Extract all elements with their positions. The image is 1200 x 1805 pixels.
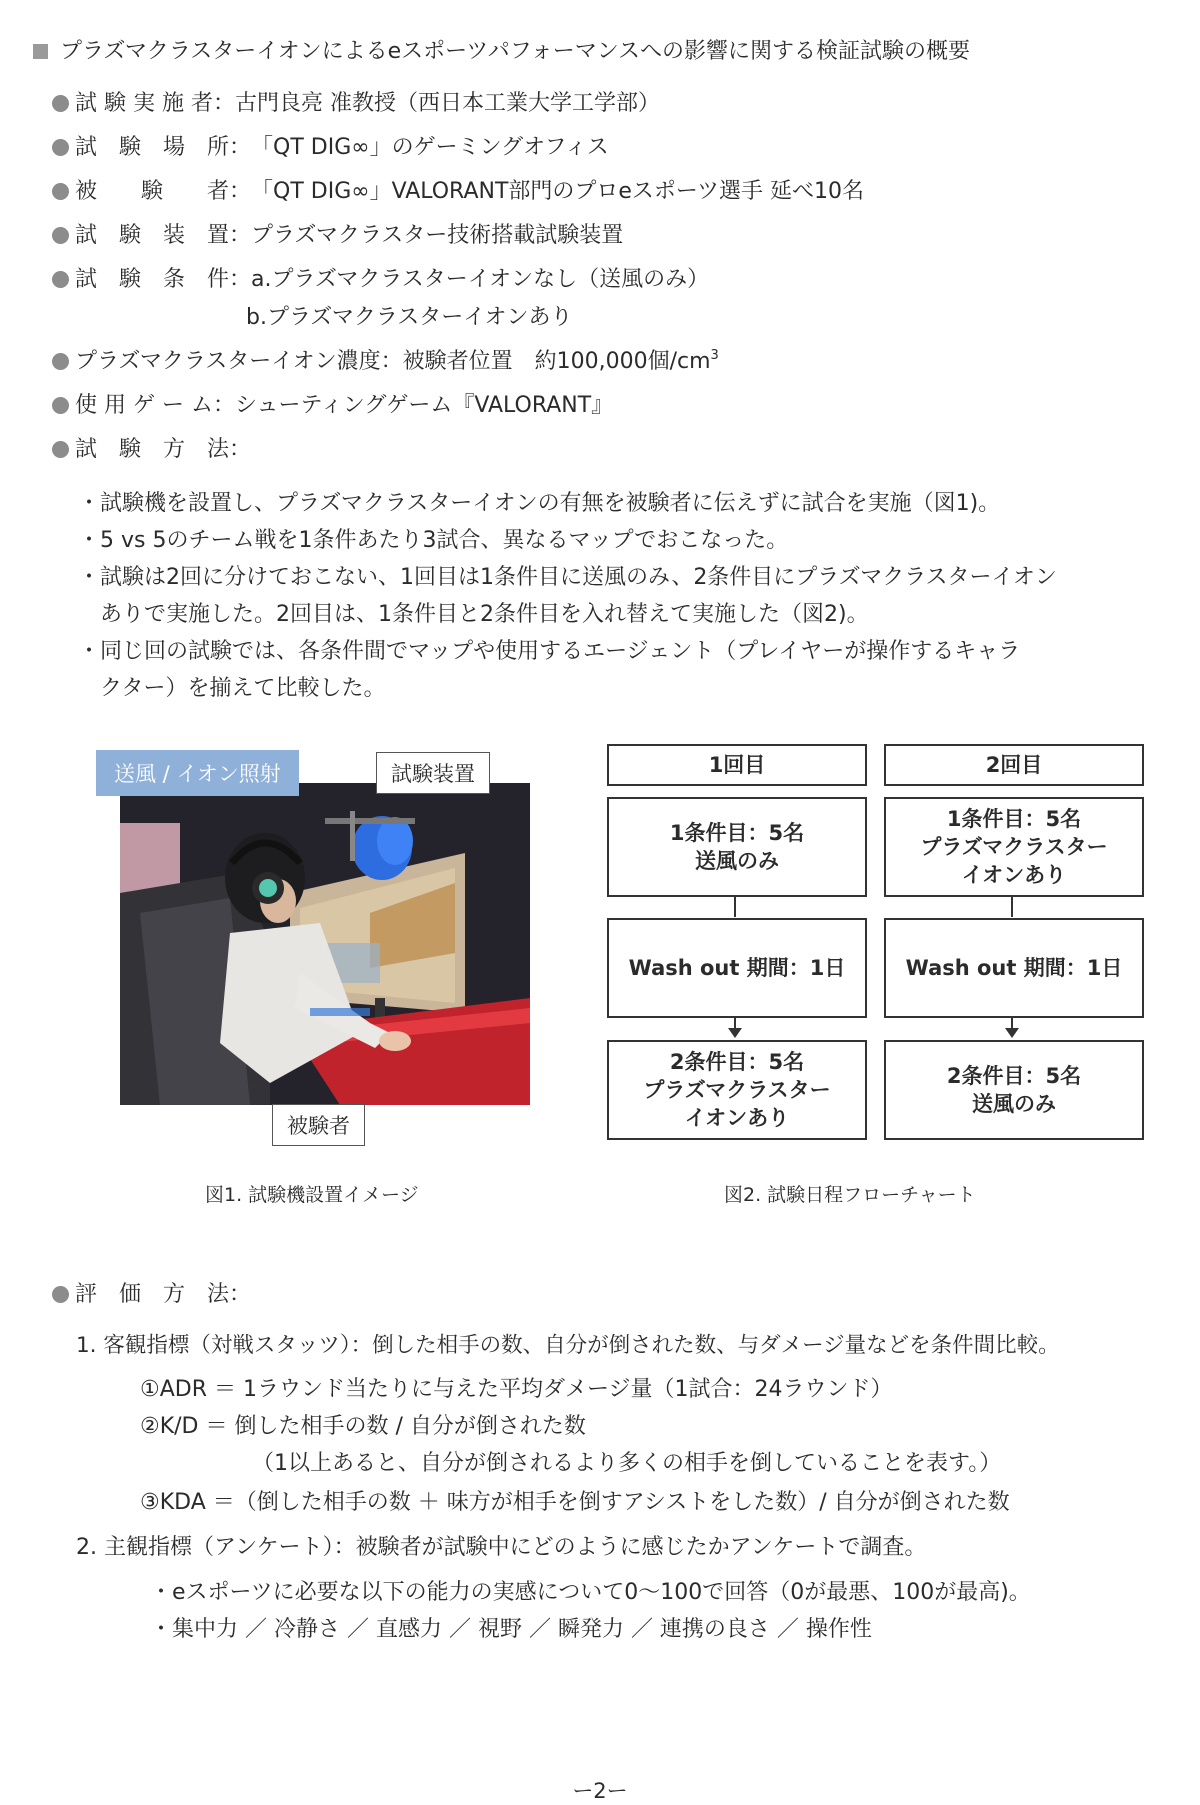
method-line: ・5 vs 5のチーム戦を1条件あたり3試合、異なるマップでおこなった。 bbox=[78, 528, 789, 553]
flow-arrow-down-icon bbox=[1002, 1016, 1022, 1040]
info-value: 「QT DIG∞」のゲーミングオフィス bbox=[251, 135, 609, 160]
subjective-line: ・eスポーツに必要な以下の能力の実感について0～100で回答（0が最悪、100が最高)。 bbox=[150, 1580, 1031, 1605]
kd-definition: ②K/D ＝ 倒した相手の数 / 自分が倒された数 bbox=[140, 1414, 586, 1439]
flow-header-round1: 1回目 bbox=[607, 744, 867, 786]
method-line: ・試験機を設置し、プラズマクラスターイオンの有無を被験者に伝えずに試合を実施（図1)。 bbox=[78, 491, 1001, 516]
adr-definition: ①ADR ＝ 1ラウンド当たりに与えた平均ダメージ量（1試合：24ラウンド） bbox=[140, 1377, 893, 1402]
info-item-conditions bbox=[52, 262, 709, 293]
info-value: 「QT DIG∞」VALORANT部門のプロeスポーツ選手 延べ10名 bbox=[251, 179, 865, 204]
page-number: ー2ー bbox=[572, 1779, 628, 1803]
bullet-dot-icon bbox=[52, 397, 69, 414]
info-item-method bbox=[52, 432, 251, 463]
info-item-conditions-b bbox=[246, 300, 573, 331]
info-item-game bbox=[52, 388, 613, 419]
evaluation-label: 評 価 方 法： bbox=[75, 1282, 252, 1307]
test-setup-photo bbox=[120, 783, 530, 1105]
bullet-dot-icon bbox=[52, 183, 69, 200]
info-label: プラズマクラスターイオン濃度： bbox=[75, 349, 403, 374]
info-item-implementer bbox=[52, 86, 660, 117]
subjective-line: ・集中力 ／ 冷静さ ／ 直感力 ／ 視野 ／ 瞬発力 ／ 連携の良さ ／ 操作性 bbox=[150, 1617, 872, 1642]
superscript: 3 bbox=[710, 348, 719, 363]
info-value: シューティングゲーム『VALORANT』 bbox=[234, 393, 614, 418]
bullet-dot-icon bbox=[52, 271, 69, 288]
flow-round1-washout: Wash out 期間：1日 bbox=[607, 918, 867, 1018]
flow-connector bbox=[734, 895, 736, 917]
info-item-device bbox=[52, 218, 623, 249]
method-line: ・同じ回の試験では、各条件間でマップや使用するエージェント（プレイヤーが操作するキャラ bbox=[78, 639, 1021, 664]
bullet-dot-icon bbox=[52, 1286, 69, 1303]
info-label: 試 験 装 置： bbox=[75, 223, 252, 248]
bullet-dot-icon bbox=[52, 95, 69, 112]
kd-note: （1以上あると、自分が倒されるより多くの相手を倒していることを表す。） bbox=[252, 1451, 1002, 1476]
flow-round2-cond2: 2条件目：5名 送風のみ bbox=[884, 1040, 1144, 1140]
info-label: 被 験 者： bbox=[75, 179, 252, 204]
evaluation-heading bbox=[52, 1277, 251, 1308]
flow-arrow-down-icon bbox=[725, 1016, 745, 1040]
bullet-dot-icon bbox=[52, 139, 69, 156]
info-label: 試 験 実 施 者： bbox=[75, 91, 235, 116]
method-line: ありで実施した。2回目は、1条件目と2条件目を入れ替えて実施した（図2)。 bbox=[78, 602, 869, 627]
bullet-dot-icon bbox=[52, 227, 69, 244]
info-value: 被験者位置 約100,000個/cm bbox=[402, 349, 711, 374]
bullet-dot-icon bbox=[52, 441, 69, 458]
info-item-location bbox=[52, 130, 609, 161]
kda-definition: ③KDA ＝（倒した相手の数 ＋ 味方が相手を倒すアシストをした数）/ 自分が倒された数 bbox=[140, 1490, 1010, 1515]
method-line: クター）を揃えて比較した。 bbox=[78, 676, 386, 701]
info-item-subjects bbox=[52, 174, 864, 205]
objective-metrics-title: 1. 客観指標（対戦スタッツ）：倒した相手の数、自分が倒された数、与ダメージ量などを条件間比較。 bbox=[76, 1333, 1060, 1358]
flow-round2-cond1: 1条件目：5名 プラズマクラスター イオンあり bbox=[884, 797, 1144, 897]
info-item-ion-concentration bbox=[52, 344, 719, 375]
bullet-dot-icon bbox=[52, 353, 69, 370]
square-bullet-icon bbox=[33, 44, 48, 59]
photo-illustration bbox=[120, 783, 530, 1105]
document-title bbox=[33, 34, 970, 65]
flow-connector bbox=[1011, 895, 1013, 917]
info-label: 使 用 ゲ ー ム： bbox=[75, 393, 235, 418]
fan-ion-label: 送風 / イオン照射 bbox=[96, 750, 299, 796]
flow-round2-washout: Wash out 期間：1日 bbox=[884, 918, 1144, 1018]
info-value: a.プラズマクラスターイオンなし（送風のみ） bbox=[251, 267, 710, 292]
info-label: 試 験 方 法： bbox=[75, 437, 252, 462]
info-value: プラズマクラスター技術搭載試験装置 bbox=[251, 223, 624, 248]
info-value: 古門良亮 准教授（西日本工業大学工学部） bbox=[234, 91, 660, 116]
device-label: 試験装置 bbox=[376, 752, 490, 794]
subject-label: 被験者 bbox=[272, 1104, 365, 1146]
method-line: ・試験は2回に分けておこない、1回目は1条件目に送風のみ、2条件目にプラズマクラスターイオン bbox=[78, 565, 1057, 590]
info-label: 試 験 場 所： bbox=[75, 135, 252, 160]
subjective-metrics-title: 2. 主観指標（アンケート）：被験者が試験中にどのように感じたかアンケートで調査。 bbox=[76, 1535, 927, 1560]
flow-round1-cond2: 2条件目：5名 プラズマクラスター イオンあり bbox=[607, 1040, 867, 1140]
figure1-caption: 図1. 試験機設置イメージ bbox=[205, 1184, 419, 1206]
figure2-caption: 図2. 試験日程フローチャート bbox=[724, 1184, 976, 1206]
flow-round1-cond1: 1条件目：5名 送風のみ bbox=[607, 797, 867, 897]
info-value: b.プラズマクラスターイオンあり bbox=[246, 305, 573, 330]
document-title-text: プラズマクラスターイオンによるeスポーツパフォーマンスへの影響に関する検証試験の概要 bbox=[60, 39, 971, 64]
flow-header-round2: 2回目 bbox=[884, 744, 1144, 786]
info-label: 試 験 条 件： bbox=[75, 267, 252, 292]
